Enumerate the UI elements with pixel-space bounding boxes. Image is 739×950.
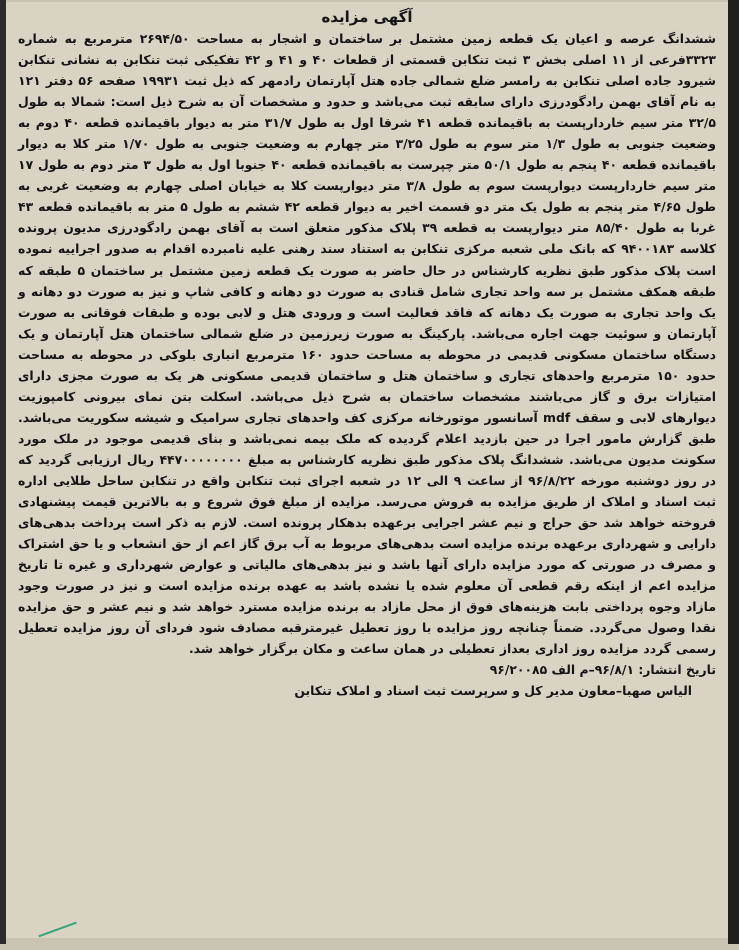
newspaper-clipping — [6, 2, 728, 938]
signature-line: الیاس صهبا–معاون مدیر کل و سرپرست ثبت اسناد و املاک تنکابن — [294, 683, 692, 699]
notice-body: ششدانگ عرصه و اعیان یک قطعه زمین مشتمل بر ساختمان و اشجار به مساحت ۲۶۹۴/۵۰ مترمربع به شماره ۳۳۲۳فرعی از ۱۱ اصلی بخش ۳ ثبت تنکابن قسمتی از قطعات ۴۰ و ۴۱ و ۴۲ تفکیکی ثبت تنکابن به نشانی تنکابن شیرود جاده اصلی تنکابن به رامسر ضلع شمالی جاده هتل آپارتمان رادمهر که ذیل ثبت ۱۹۹۳۱ صفحه ۵۶ دفتر ۱۲۱ به نام آقای بهمن رادگودرزی دارای سابقه ثبت می‌باشد و حدود و مشخصات آن به شرح ذیل است: شمالا به طول ۳۲/۵ متر سیم خاردارپست به باقیمانده قطعه ۴۱ شرقا اول به طول ۳۱/۷ متر به دیوار باقیمانده قطعه ۴۰ دوم به وضعیت جنوبی به طول ۱/۳ متر سوم به طول ۳/۲۵ متر چهارم به وضعیت جنوبی به طول ۱/۷۰ متر کلا به دیوار باقیمانده قطعه ۴۰ پنجم به طول ۵۰/۱ متر چپرست به باقیمانده قطعه ۴۰ جنوبا اول به طول ۳ متر دوم به طول ۱۷ متر سیم خاردارپست دیوارپست سوم به طول ۳/۸ متر دیوارپست کلا به خیابان اصلی چهارم به وضعیت غربی به طول ۴/۶۵ متر پنجم به طول یک متر دو قسمت اخیر به دیوار قطعه ۴۲ ششم به طول ۵ متر به باقیمانده قطعه ۴۳ غربا به طول ۸۵/۴۰ متر دیوارپست به قطعه ۳۹ پلاک مذکور متعلق است به آقای بهمن رادگودرزی مدیون پرونده کلاسه ۹۴۰۰۱۸۳ که بانک ملی شعبه مرکزی تنکابن به استناد سند رهنی علیه نامبرده اقدام به صدور اجراییه نموده است پلاک مذکور طبق نظریه کارشناس در حال حاضر به صورت یک قطعه زمین مشتمل بر ساختمان ۵ طبقه که طبقه همکف مشتمل بر سه واحد تجاری شامل قنادی به صورت دو دهانه و کافی شاپ و نیز به صورت دو دهانه و یک واحد تجاری به صورت یک دهانه که فاقد فعالیت است و ورودی هتل و لابی بوده و طبقات فوقانی به صورت آپارتمان و سوئیت جهت اجاره می‌باشد. پارکینگ به صورت زیرزمین در ضلع شمالی ساختمان هتل آپارتمان و یک دستگاه ساختمان مسکونی قدیمی در محوطه به مساحت حدود ۱۶۰ مترمربع انباری بلوکی در محوطه به مساحت حدود ۱۵۰ مترمربع واحدهای تجاری و ساختمان هتل و ساختمان قدیمی مسکونی هر یک به صورت مجزی دارای امتیازات برق و گاز می‌باشند مشخصات ساختمان به شرح ذیل می‌باشد. اسکلت بتن نمای بیرونی کامپوزیت دیوارهای لابی و سقف mdf آسانسور موتورخانه مرکزی کف واحدهای تجاری سرامیک و شیشه سکوریت می‌باشد. طبق گزارش مامور اجرا در حین بازدید اعلام گردیده که ملک بیمه نمی‌باشد و بنای قدیمی موجود در ملک مورد سکونت مدیون می‌باشد. ششدانگ پلاک مذکور طبق نظریه کارشناس به مبلغ ۴۴۷۰۰۰۰۰۰۰۰ ریال ارزیابی گردید که در روز دوشنبه مورخه ۹۶/۸/۲۲ از ساعت ۹ الی ۱۲ در شعبه اجرای ثبت تنکابن واقع در تنکابن ساحل طلایی اداره ثبت اسناد و املاک از طریق مزایده به فروش می‌رسد. مزایده از مبلغ فوق شروع و به بالاترین قیمت پیشنهادی فروخته خواهد شد حق حراج و نیم عشر اجرایی برعهده بدهکار پرونده است. لازم به ذکر است پرداخت بدهی‌های دارایی و شهرداری برعهده برنده مزایده است بدهی‌های مربوط به آب برق گاز اعم از حق انشعاب و یا حق اشتراک و مصرف در صورتی که مورد مزایده دارای آنها باشد و نیز بدهی‌های مالیاتی و عوارض شهرداری و غیره تا تاریخ مزایده اعم از اینکه رقم قطعی آن معلوم شده یا نشده باشد به عهده برنده مزایده است و نیز در صورت وجود مازاد وجوه پرداختی بابت هزینه‌های فوق از محل مازاد به برنده مزایده مسترد خواهد شد و نیم عشر و حق مزایده نقدا وصول می‌گردد. ضمناً چنانچه روز مزایده با روز تعطیل غیرمترقبه مصادف شود فردای آن روز مزایده تعطیل رسمی گردد مزایده روز اداری بعداز تعطیلی در همان ساعت و مکان برگزار خواهد شد. — [18, 31, 717, 657]
notice-title: آگهی مزایده — [321, 8, 413, 26]
scan-edge-right — [728, 0, 739, 944]
publication-date-line: تاریخ انتشار: ۹۶/۸/۱–م الف ۹۶/۲۰۰۸۵ — [489, 662, 716, 678]
